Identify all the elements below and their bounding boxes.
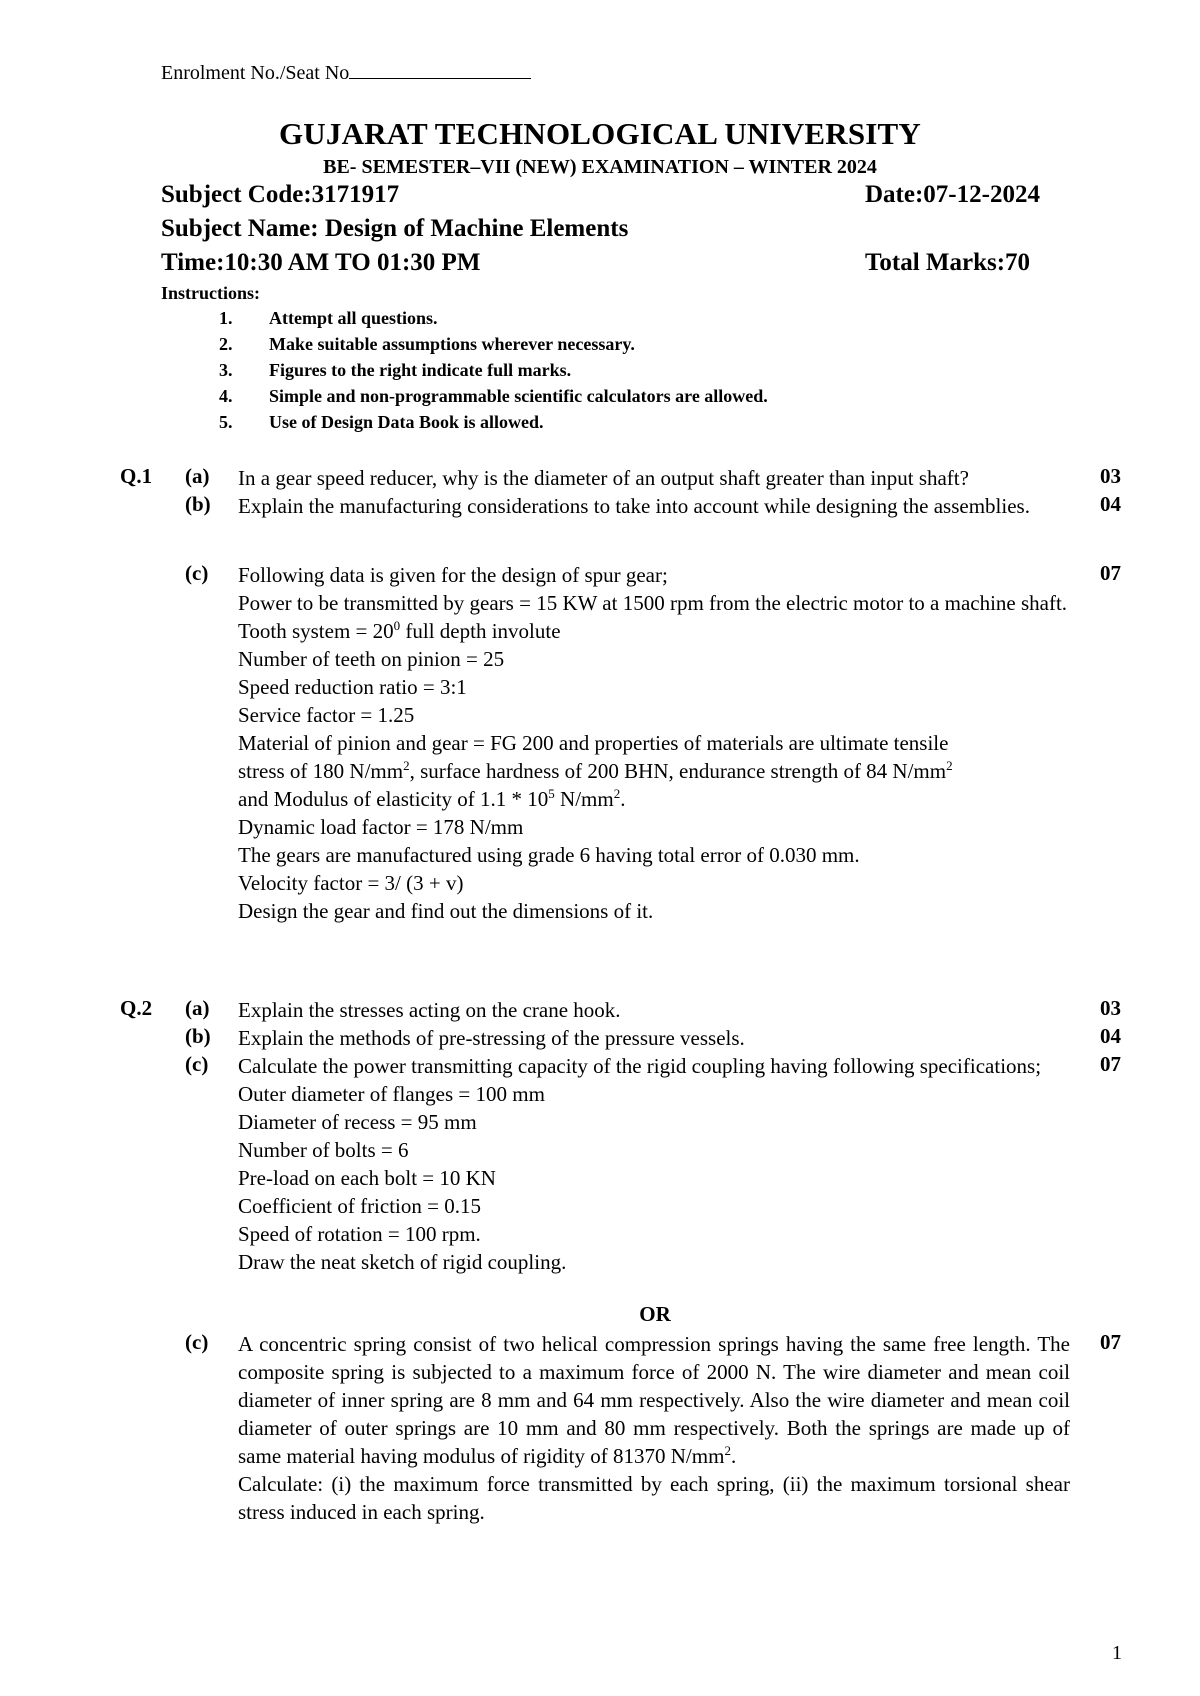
instructions-list — [219, 308, 768, 438]
instruction-item: 4. Simple and non-programmable scientific calculators are allowed. — [219, 386, 768, 406]
q1-part-b-marks: 04 — [1100, 492, 1121, 516]
enrolment-blank — [349, 60, 531, 79]
subject-code: Subject Code:3171917 — [161, 181, 400, 208]
q1-part-a-label: (a) — [185, 464, 210, 488]
or-separator: OR — [639, 1302, 671, 1326]
q2-part-c-marks: 07 — [1100, 1052, 1121, 1076]
q2-part-c-alt-label: (c) — [185, 1330, 209, 1354]
q1-part-b-text: Explain the manufacturing considerations to take into account while designing the assemblies. — [238, 494, 1030, 518]
exam-time: Time:10:30 AM TO 01:30 PM — [161, 249, 481, 276]
q2-part-a-marks: 03 — [1100, 996, 1121, 1020]
exam-date: Date:07-12-2024 — [865, 181, 1040, 208]
q2-part-c-label: (c) — [185, 1052, 209, 1076]
enrolment-line — [161, 60, 531, 85]
subject-name: Subject Name: Design of Machine Elements — [161, 215, 629, 242]
q1-part-c-label: (c) — [185, 561, 209, 585]
q1-part-a-marks: 03 — [1100, 464, 1121, 488]
q2-part-c-text: Calculate the power transmitting capacity of the rigid coupling having following specifications; Outer diameter of flanges = 100 mm Diameter of recess = 95 mm Number of bolts = 6 Pre-load on each bolt = 10 KN Coefficient of friction = 0.15 Speed of rotation = 100 rpm. Draw the neat sketch of rigid coupling. — [238, 1054, 1042, 1274]
q2-part-c-alt-marks: 07 — [1100, 1330, 1121, 1354]
q2-part-b-label: (b) — [185, 1024, 211, 1048]
question-2-label: Q.2 — [120, 996, 153, 1020]
page-number: 1 — [1112, 1642, 1122, 1664]
q1-part-a-text: In a gear speed reducer, why is the diameter of an output shaft greater than input shaft? — [238, 466, 969, 490]
q1-part-b-label: (b) — [185, 492, 211, 516]
question-1-label: Q.1 — [120, 464, 153, 488]
instruction-item: 1. Attempt all questions. — [219, 308, 438, 328]
q2-part-c-alt-text: A concentric spring consist of two helical compression springs having the same free length. The composite spring is subjected to a maximum force of 2000 N. The wire diameter and mean coil diameter of inner spring are 8 mm and 64 mm respectively. Also the wire diameter and mean coil diameter of outer springs are 10 mm and 80 mm respectively. Both the springs are made up of same material having modulus of rigidity of 81370 $N/mm^2$. Calculate: (i) the maximum force transmitted by each spring, (ii) the maximum torsional shear stress induced in each spring. — [238, 1332, 1070, 1524]
q1-part-c-text: Following data is given for the design of spur gear; Power to be transmitted by gears = 15 KW at 1500 rpm from the electric motor to a machine shaft. Tooth system = $20^0$ full depth involute Number of teeth on pinion = 25 Speed reduction ratio = 3:1 Service factor = 1.25 Material of pinion and gear = FG 200 and properties of materials are ultimate tensile stress of 180 $N/mm^2$, surface hardness of 200 BHN, endurance strength of 84 $N/mm^2$ and Modulus of elasticity of $1.1 * 10^5$ $N/mm^2$. Dynamic load factor = 178 N/mm The gears are manufactured using grade 6 having total error of 0.030 mm. Velocity factor = 3/ (3 + v) Design the gear and find out the dimensions of it. — [238, 563, 1068, 923]
q2-part-a-text: Explain the stresses acting on the crane hook. — [238, 998, 621, 1022]
instruction-item: 5. Use of Design Data Book is allowed. — [219, 412, 544, 432]
instruction-item: 3. Figures to the right indicate full marks. — [219, 360, 572, 380]
exam-title: BE- SEMESTER–VII (NEW) EXAMINATION – WINTER 2024 — [323, 156, 877, 178]
instruction-item: 2. Make suitable assumptions wherever necessary. — [219, 334, 635, 354]
q2-part-b-marks: 04 — [1100, 1024, 1121, 1048]
q2-part-b-text: Explain the methods of pre-stressing of the pressure vessels. — [238, 1026, 745, 1050]
total-marks: Total Marks:70 — [865, 249, 1031, 276]
enrolment-label: Enrolment No./Seat No — [161, 62, 350, 84]
q1-part-c-marks: 07 — [1100, 561, 1121, 585]
instructions-title: Instructions: — [161, 283, 261, 303]
university-title: GUJARAT TECHNOLOGICAL UNIVERSITY — [278, 116, 922, 151]
q2-part-a-label: (a) — [185, 996, 210, 1020]
